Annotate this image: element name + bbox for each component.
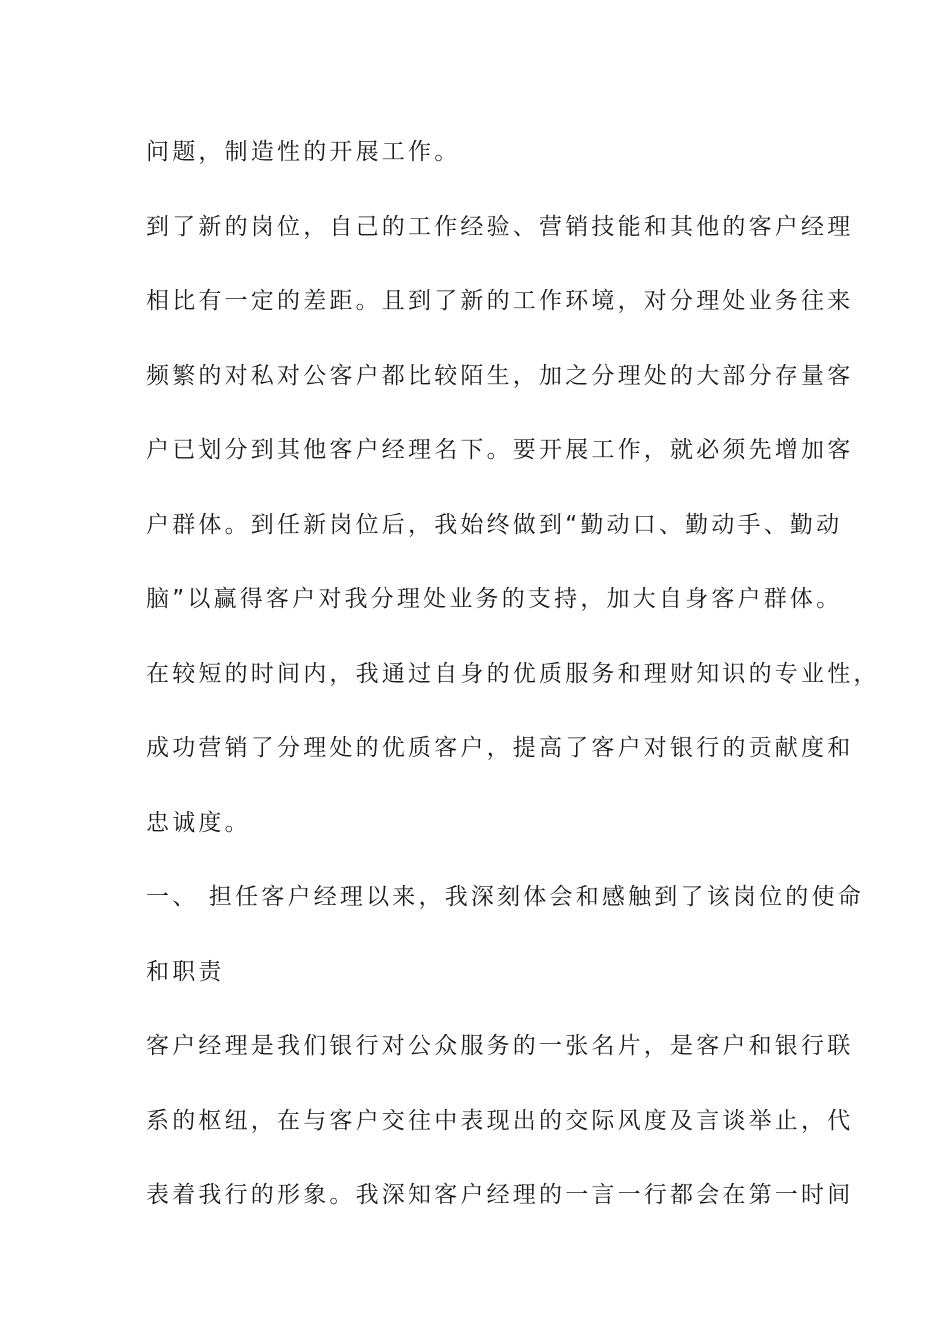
text-line: 在较短的时间内，我通过自身的优质服务和理财知识的专业性， bbox=[146, 660, 880, 687]
section-heading-line: 一、 担任客户经理以来，我深刻体会和感触到了该岗位的使命 bbox=[146, 884, 864, 910]
text-line: 表着我行的形象。我深知客户经理的一言一行都会在第一时间 bbox=[146, 1182, 854, 1208]
text-line: 户群体。到任新岗位后，我始终做到“勤动口、勤动手、勤动 bbox=[146, 511, 843, 538]
text-line: 忠诚度。 bbox=[146, 809, 251, 836]
section-heading-line: 和职责 bbox=[146, 958, 225, 985]
body-text bbox=[146, 132, 880, 1250]
text-line: 脑”以赢得客户对我分理处业务的支持，加大自身客户群体。 bbox=[146, 586, 843, 612]
text-line: 频繁的对私对公客户都比较陌生，加之分理处的大部分存量客 bbox=[146, 362, 854, 389]
text-line: 客户经理是我们银行对公众服务的一张名片，是客户和银行联 bbox=[146, 1033, 854, 1059]
text-line: 问题，制造性的开展工作。 bbox=[146, 139, 461, 165]
text-line: 相比有一定的差距。且到了新的工作环境，对分理处业务往来 bbox=[146, 288, 854, 314]
text-line: 成功营销了分理处的优质客户，提高了客户对银行的贡献度和 bbox=[146, 735, 854, 761]
text-line: 到了新的岗位，自己的工作经验、营销技能和其他的客户经理 bbox=[146, 213, 854, 240]
text-line: 户已划分到其他客户经理名下。要开展工作，就必须先增加客 bbox=[146, 437, 854, 463]
text-line: 系的枢纽，在与客户交往中表现出的交际风度及言谈举止，代 bbox=[146, 1107, 854, 1134]
